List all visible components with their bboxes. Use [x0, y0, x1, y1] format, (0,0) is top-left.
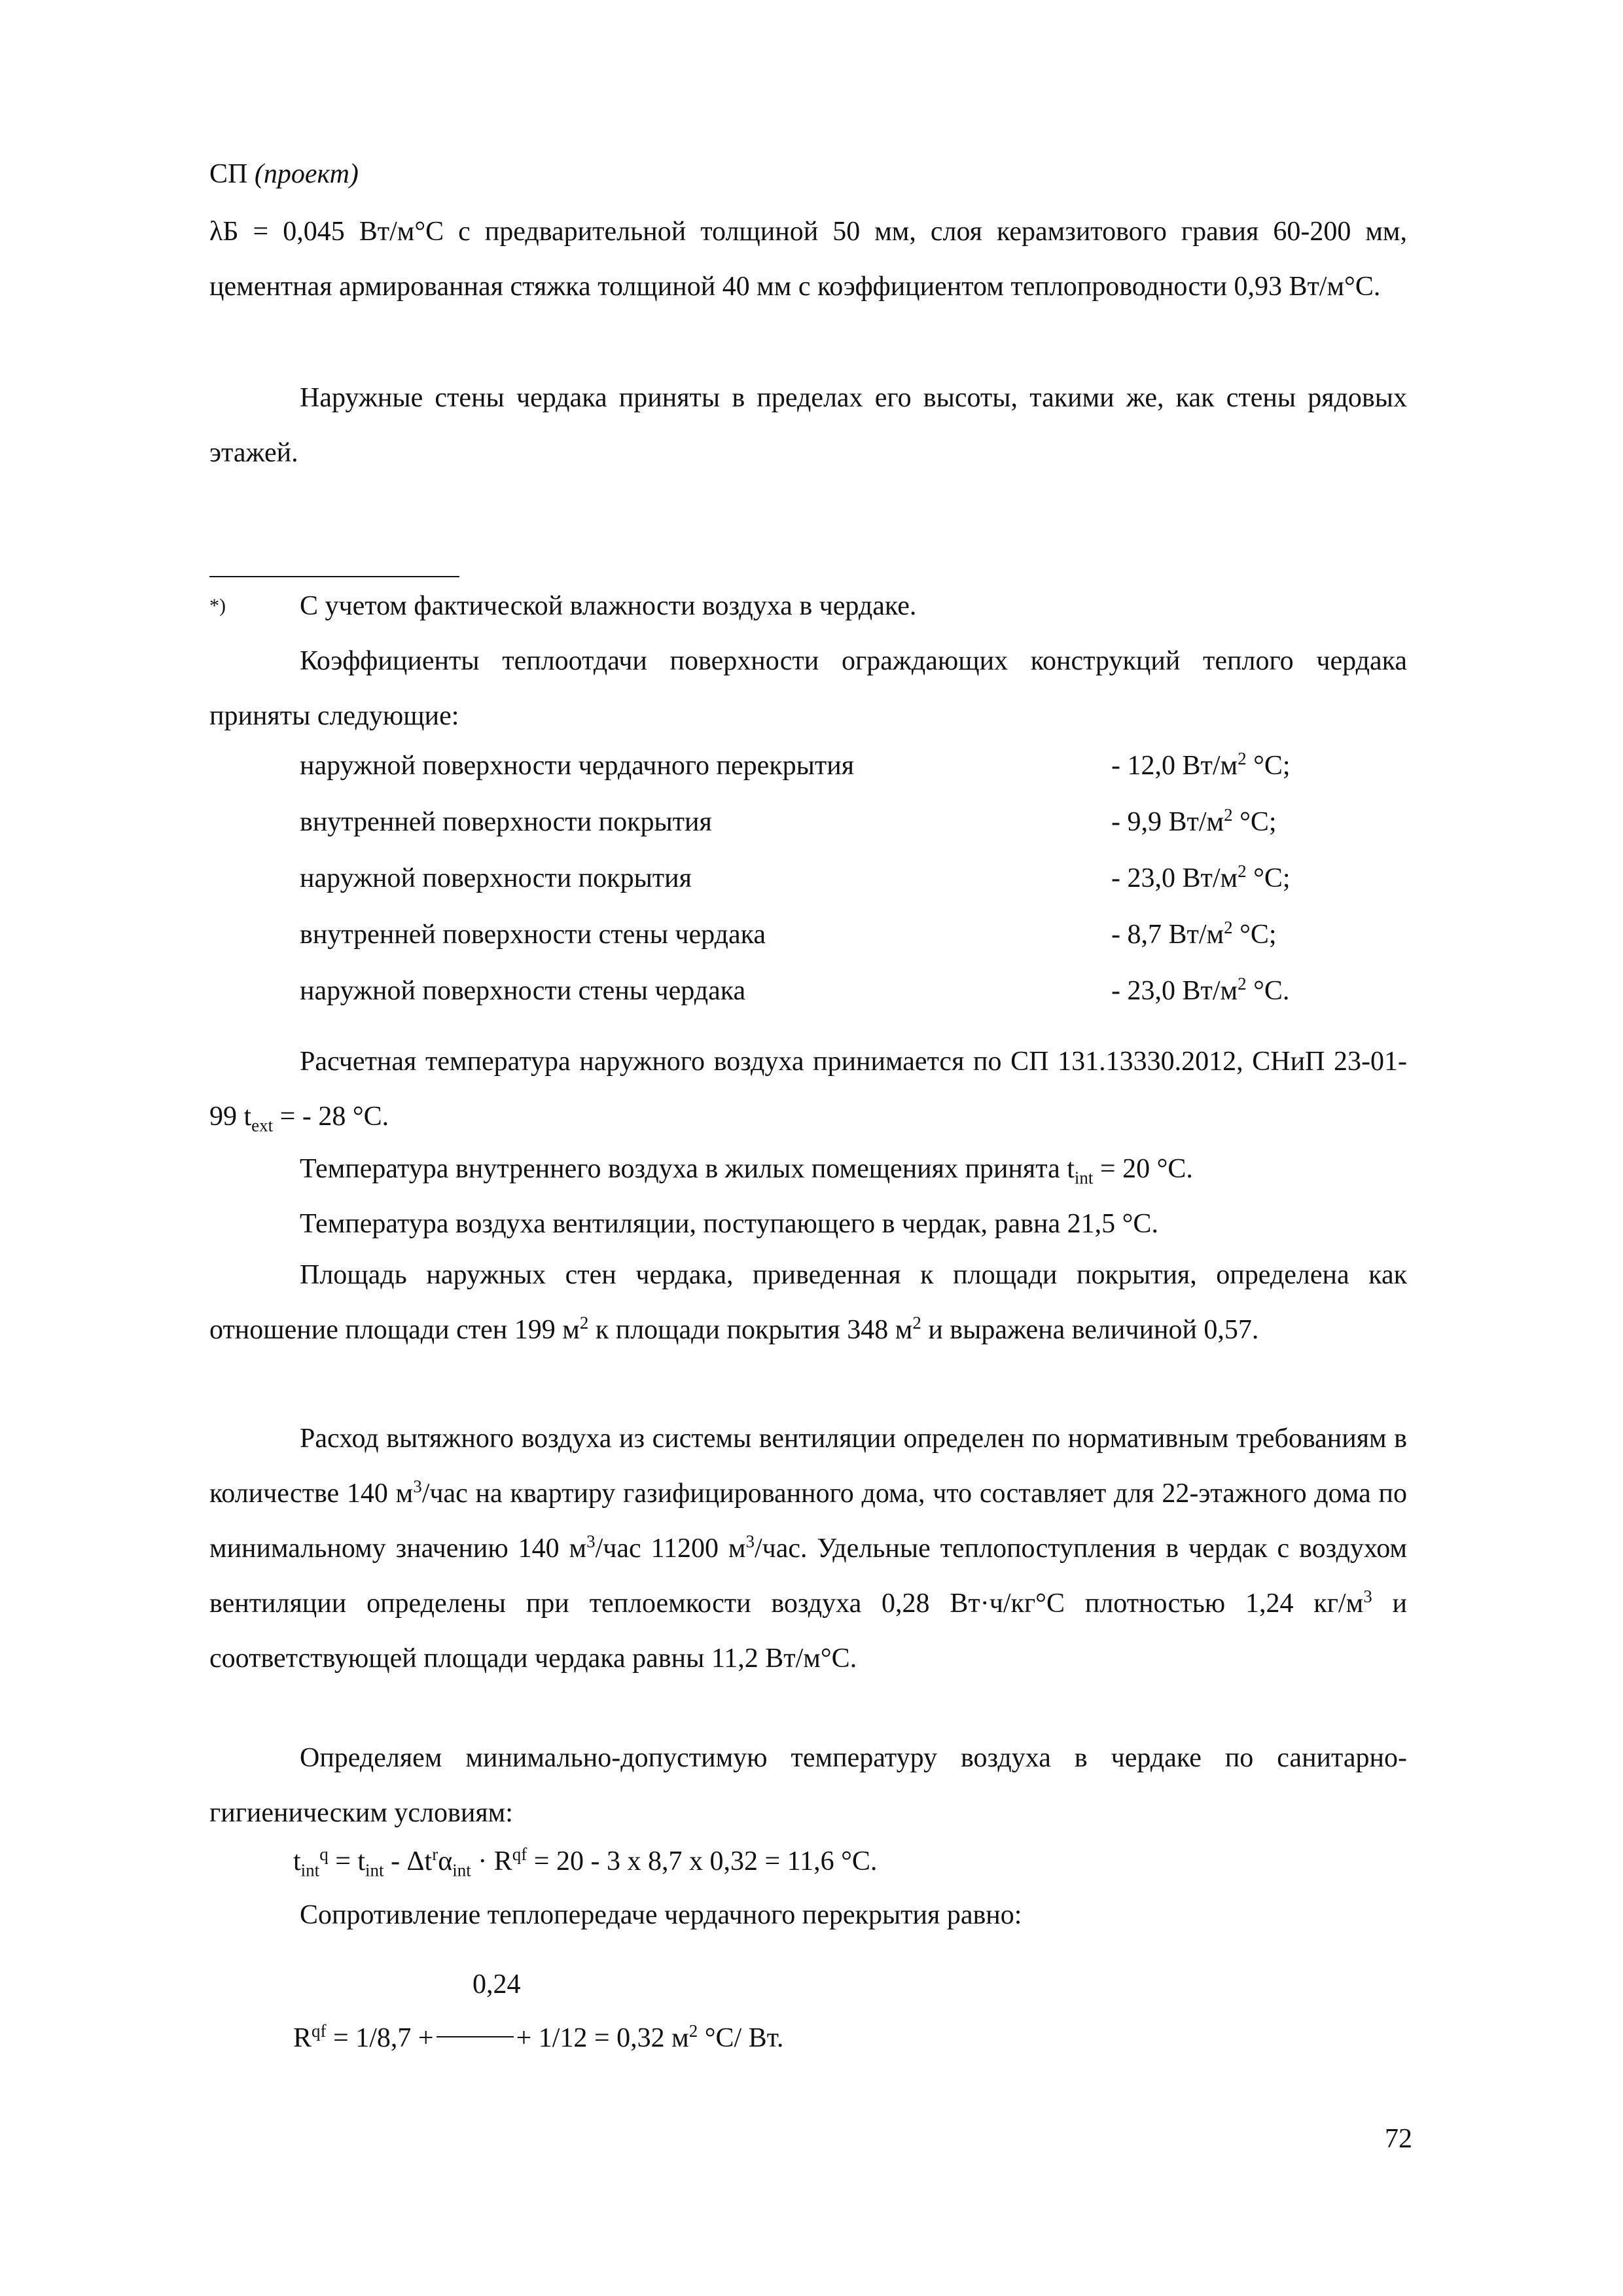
page-number: 72: [1385, 2124, 1412, 2154]
footnote-mark: *): [209, 595, 226, 617]
paragraph-resistance: Сопротивление теплопередаче чердачного перекрытия равно:: [300, 1900, 1022, 1930]
paragraph-min-temp: Определяем минимально-допустимую температуру воздуха в чердаке по санитарно-гигиеническим условиям:: [209, 1743, 1407, 1828]
coefficient-row: [300, 971, 1407, 1011]
coefficient-label: внутренней поверхности покрытия: [300, 807, 712, 837]
paragraph-air-flow: Расход вытяжного воздуха из системы вентиляции определен по нормативным требованиям в количестве 140 $м^3$/час на квартиру газифицированного дома, что составляет для 22-этажного дома по минимальному значению 140 $м^3$/час 11200 $м^3$/час. Удельные теплопоступления в чердак с воздухом вентиляции определены при теплоемкости воздуха 0,28 Вт·ч/кг°С плотностью 1,24 $кг/м^3$ и соответствующей площади чердака равны 11,2 Вт/м°С.: [209, 1424, 1408, 1674]
header-line: [209, 154, 1407, 194]
coefficient-label: внутренней поверхности стены чердака: [300, 920, 766, 950]
formula-tint: $t_{int}^q = t_{int} - \Delta t^r\alpha_{int} \cdot R^{qf} = 20 - 3$ х 8,7 х 0,32 = 11,6 °С.: [293, 1844, 878, 1880]
coefficient-row: [300, 915, 1407, 954]
footnote-text: С учетом фактической влажности воздуха в чердаке.: [300, 591, 917, 621]
header-title: СП: [209, 159, 248, 189]
paragraph-walls: Наружные стены чердака приняты в пределах его высоты, такими же, как стены рядовых этажей.: [209, 383, 1407, 468]
coefficient-value: - 23,0 $Вт/м^2$ °С;: [1111, 861, 1291, 893]
footnote-separator: [209, 576, 459, 577]
coefficient-row: [300, 746, 1407, 785]
coefficient-value: - 9,9 $Вт/м^2$ °С;: [1111, 805, 1277, 837]
coefficient-row: [300, 802, 1407, 842]
coefficient-row: [300, 859, 1407, 898]
fraction-numerator: 0,24: [473, 1969, 521, 2000]
coefficient-label: наружной поверхности покрытия: [300, 863, 692, 893]
coefficient-value: - 8,7 $Вт/м^2$ °С;: [1111, 918, 1277, 950]
paragraph-indoor-temp: Температура внутреннего воздуха в жилых помещениях принята $t_{int} = 20$ °С.: [300, 1154, 1193, 1188]
coefficient-label: наружной поверхности чердачного перекрытия: [300, 751, 855, 781]
paragraph-outdoor-temp: Расчетная температура наружного воздуха принимается по СП 131.13330.2012, СНиП 23-01-99 $t_{ext}$ = - 28 °С.: [209, 1047, 1407, 1136]
coefficient-value: - 12,0 $Вт/м^2$ °С;: [1111, 749, 1291, 781]
coefficient-label: наружной поверхности стены чердака: [300, 976, 746, 1006]
paragraph-coefficients-intro: Коэффициенты теплоотдачи поверхности ограждающих конструкций теплого чердака приняты следующие:: [209, 646, 1407, 731]
coefficient-value: - 23,0 $Вт/м^2$ °С.: [1111, 974, 1290, 1006]
paragraph-ventilation-temp: Температура воздуха вентиляции, поступающего в чердак, равна 21,5 °С.: [300, 1209, 1158, 1239]
paragraph-lambda: λБ = 0,045 Вт/м°С с предварительной толщиной 50 мм, слоя керамзитового гравия 60-200 мм, цементная армированная стяжка толщиной 40 мм с коэффициентом теплопроводности 0,93 Вт/м°С.: [209, 217, 1407, 302]
paragraph-wall-area: Площадь наружных стен чердака, приведенная к площади покрытия, определена как отношение площади стен 199 $м^2$ к площади покрытия 348 $м^2$ и выражена величиной 0,57.: [209, 1260, 1407, 1345]
fraction-bar: [437, 2036, 514, 2037]
footnote: [209, 586, 1407, 628]
formula-resistance: $R^{qf} = 1/8,7$ + + 1/12 = 0,32 $м^2$ °С/ Вт.: [293, 2021, 784, 2053]
header-note: (проект): [254, 159, 359, 189]
